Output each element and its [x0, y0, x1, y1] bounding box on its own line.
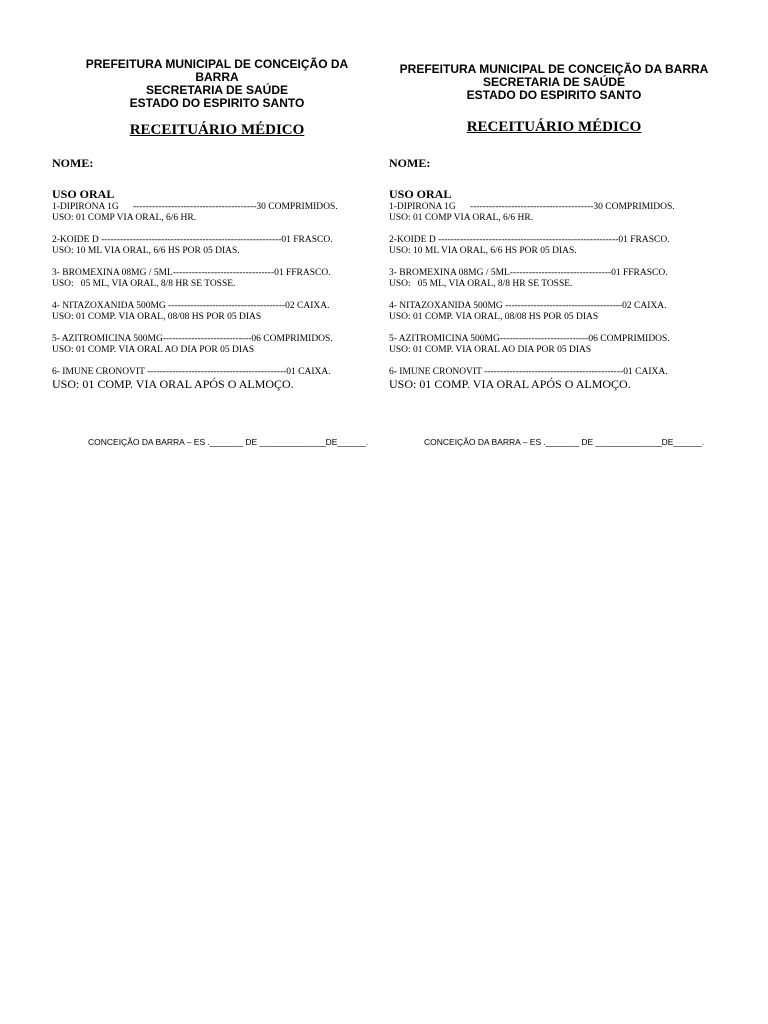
medication-usage: USO: 10 ML VIA ORAL, 6/6 HS POR 05 DIAS. [52, 246, 240, 256]
medication-usage: USO: 01 COMP VIA ORAL, 6/6 HR. [52, 213, 197, 223]
medication-drug: 1-DIPIRONA 1G ---------------------------------------30 COMPRIMIDOS. [52, 202, 338, 212]
medication-list [389, 202, 719, 391]
prescription-left [52, 58, 382, 391]
medication-drug: 4- NITAZOXANIDA 500MG -------------------------------------02 CAIXA. [52, 301, 330, 311]
medication-item [389, 202, 719, 224]
prescription-right [389, 63, 719, 391]
medication-drug: 3- BROMEXINA 08MG / 5ML--------------------------------01 FFRASCO. [389, 268, 668, 278]
medication-usage: USO: 10 ML VIA ORAL, 6/6 HS POR 05 DIAS. [389, 246, 577, 256]
header-block [389, 63, 719, 102]
medication-usage: USO: 05 ML, VIA ORAL, 8/8 HR SE TOSSE. [389, 279, 573, 289]
medication-drug: 5- AZITROMICINA 500MG----------------------------06 COMPRIMIDOS. [52, 334, 333, 344]
nome-label: NOME: [389, 156, 431, 170]
header-line: PREFEITURA MUNICIPAL DE CONCEIÇÃO DA [85, 57, 349, 71]
medication-item [52, 235, 382, 257]
medication-item [52, 202, 382, 224]
medication-usage: USO: 01 COMP. VIA ORAL APÓS O ALMOÇO. [389, 377, 631, 391]
medication-usage: USO: 01 COMP VIA ORAL, 6/6 HR. [389, 213, 534, 223]
footer-date-line: CONCEIÇÃO DA BARRA – ES ._______ DE ______________DE______. [424, 437, 705, 447]
medication-item [52, 268, 382, 290]
medication-item [389, 268, 719, 290]
medication-usage: USO: 01 COMP. VIA ORAL AO DIA POR 05 DIAS [389, 345, 592, 355]
header-line: PREFEITURA MUNICIPAL DE CONCEIÇÃO DA BARRA [399, 62, 709, 76]
medication-list [52, 202, 382, 391]
medication-drug: 6- IMUNE CRONOVIT --------------------------------------------01 CAIXA. [389, 367, 668, 377]
medication-item [389, 334, 719, 356]
medication-item [389, 235, 719, 257]
uso-oral-label: USO ORAL [52, 187, 115, 201]
medication-item [52, 301, 382, 323]
header-line: ESTADO DO ESPIRITO SANTO [466, 88, 642, 102]
medication-item [52, 367, 382, 391]
medication-usage: USO: 01 COMP. VIA ORAL, 08/08 HS POR 05 DIAS [52, 312, 262, 322]
medication-drug: 1-DIPIRONA 1G ---------------------------------------30 COMPRIMIDOS. [389, 202, 675, 212]
medication-drug: 4- NITAZOXANIDA 500MG -------------------------------------02 CAIXA. [389, 301, 667, 311]
medication-drug: 5- AZITROMICINA 500MG----------------------------06 COMPRIMIDOS. [389, 334, 670, 344]
header-block [52, 58, 382, 110]
header-line: ESTADO DO ESPIRITO SANTO [129, 96, 305, 110]
medication-usage: USO: 05 ML, VIA ORAL, 8/8 HR SE TOSSE. [52, 279, 236, 289]
medication-drug: 2-KOIDE D ---------------------------------------------------------01 FRASCO. [389, 235, 670, 245]
medication-item [389, 367, 719, 391]
document-title: RECEITUÁRIO MÉDICO [466, 119, 642, 135]
medication-usage: USO: 01 COMP. VIA ORAL AO DIA POR 05 DIAS [52, 345, 255, 355]
medication-item [52, 334, 382, 356]
header-line: SECRETARIA DE SAÚDE [145, 83, 288, 97]
header-line: BARRA [195, 70, 239, 84]
medication-drug: 2-KOIDE D ---------------------------------------------------------01 FRASCO. [52, 235, 333, 245]
medication-drug: 3- BROMEXINA 08MG / 5ML--------------------------------01 FFRASCO. [52, 268, 331, 278]
medication-item [389, 301, 719, 323]
document-title: RECEITUÁRIO MÉDICO [129, 122, 305, 138]
medication-drug: 6- IMUNE CRONOVIT --------------------------------------------01 CAIXA. [52, 367, 331, 377]
medication-usage: USO: 01 COMP. VIA ORAL, 08/08 HS POR 05 DIAS [389, 312, 599, 322]
header-line: SECRETARIA DE SAÚDE [482, 75, 625, 89]
medication-usage: USO: 01 COMP. VIA ORAL APÓS O ALMOÇO. [52, 377, 294, 391]
uso-oral-label: USO ORAL [389, 187, 452, 201]
footer-date-line: CONCEIÇÃO DA BARRA – ES ._______ DE ______________DE______. [88, 437, 369, 447]
nome-label: NOME: [52, 156, 94, 170]
